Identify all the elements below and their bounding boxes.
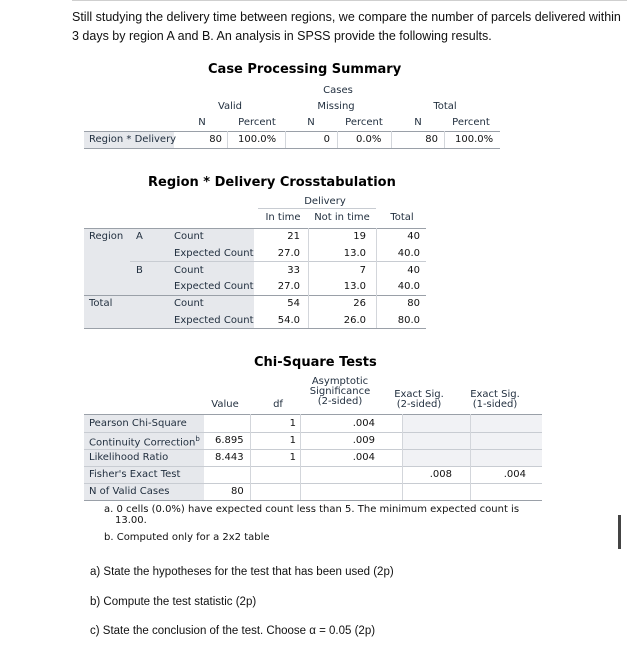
total-count-not: 26 bbox=[353, 298, 366, 309]
sub-percent-1: Percent bbox=[238, 117, 276, 128]
a-exp-in: 27.0 bbox=[277, 248, 300, 259]
exact2-header-line-1: Exact Sig. bbox=[394, 389, 444, 400]
cp-sep-1 bbox=[227, 131, 228, 148]
b-expected-label: Expected Count bbox=[174, 281, 254, 292]
cs-rule-3 bbox=[84, 466, 542, 467]
cp-missing-percent: 0.0% bbox=[356, 134, 382, 145]
fisher-label: Fisher's Exact Test bbox=[89, 469, 181, 480]
n-valid-label: N of Valid Cases bbox=[89, 486, 170, 497]
cs-rule-2 bbox=[84, 449, 542, 450]
valid-header: Valid bbox=[217, 101, 243, 112]
total-exp-total: 80.0 bbox=[397, 315, 420, 326]
top-rule bbox=[72, 0, 627, 1]
df-header: df bbox=[273, 399, 283, 410]
cs-sep-1 bbox=[250, 414, 251, 500]
a-count-label: Count bbox=[174, 231, 204, 242]
total-expected-label: Expected Count bbox=[174, 315, 254, 326]
b-count-label: Count bbox=[174, 265, 204, 276]
sub-n-1: N bbox=[198, 117, 206, 128]
cs-rule-bottom bbox=[84, 500, 542, 501]
crosstab-label-bg bbox=[84, 228, 254, 328]
fisher-exact1: .004 bbox=[503, 469, 526, 480]
a-count-total: 40 bbox=[407, 231, 420, 242]
fisher-exact2: .008 bbox=[429, 469, 452, 480]
pearson-df: 1 bbox=[289, 418, 296, 429]
missing-header: Missing bbox=[317, 101, 355, 112]
cs-rule-top bbox=[84, 414, 542, 415]
pearson-label: Pearson Chi-Square bbox=[89, 418, 187, 429]
likelihood-label: Likelihood Ratio bbox=[89, 452, 169, 463]
cases-header: Cases bbox=[323, 85, 353, 96]
total-count-total: 80 bbox=[407, 298, 420, 309]
value-header: Value bbox=[211, 399, 239, 410]
cs-sep-4 bbox=[470, 414, 471, 500]
cs-sep-2 bbox=[300, 414, 301, 500]
exact1-header bbox=[460, 390, 530, 410]
chisq-empty-bg bbox=[402, 415, 542, 466]
intro-line-2: 3 days by region A and B. An analysis in SPSS provide the following results. bbox=[72, 29, 492, 43]
a-exp-not: 13.0 bbox=[343, 248, 366, 259]
cs-sep-3 bbox=[402, 414, 403, 500]
b-count-not: 7 bbox=[359, 265, 366, 276]
exact1-header-line-1: Exact Sig. bbox=[470, 389, 520, 400]
ct-rule-top bbox=[84, 228, 426, 229]
cp-sep-2 bbox=[285, 131, 286, 148]
a-count-in: 21 bbox=[287, 231, 300, 242]
a-count-not: 19 bbox=[353, 231, 366, 242]
cp-sep-4 bbox=[391, 131, 392, 148]
b-count-total: 40 bbox=[407, 265, 420, 276]
continuity-df: 1 bbox=[289, 435, 296, 446]
sub-n-3: N bbox=[414, 117, 422, 128]
asym-header-line-3: (2-sided) bbox=[317, 396, 363, 407]
cp-valid-percent: 100.0% bbox=[238, 134, 277, 145]
intro-line-1: Still studying the delivery time between regions, we compare the number of parcels delivered within bbox=[72, 10, 621, 24]
crosstab-total-header: Total bbox=[390, 212, 414, 223]
cp-sep-5 bbox=[444, 131, 445, 148]
case-processing-title: Case Processing Summary bbox=[208, 62, 402, 77]
ct-sep-2 bbox=[376, 228, 377, 328]
delivery-header: Delivery bbox=[304, 196, 346, 207]
cp-rule-bottom bbox=[84, 148, 500, 149]
likelihood-df: 1 bbox=[289, 452, 296, 463]
cp-total-percent: 100.0% bbox=[455, 134, 494, 145]
exact1-header-line-2: (1-sided) bbox=[472, 399, 518, 410]
ct-rule-total bbox=[84, 295, 426, 296]
sub-n-2: N bbox=[307, 117, 315, 128]
ct-rule-bottom bbox=[84, 328, 426, 329]
question-c: c) State the conclusion of the test. Choose α = 0.05 (2p) bbox=[90, 625, 376, 637]
total-exp-not: 26.0 bbox=[343, 315, 366, 326]
footnote-a bbox=[104, 504, 519, 526]
exact2-header bbox=[384, 390, 454, 410]
asym-header bbox=[300, 377, 380, 407]
in-time-header: In time bbox=[265, 212, 301, 223]
cp-rule-top bbox=[84, 131, 500, 132]
total-exp-in: 54.0 bbox=[277, 315, 300, 326]
asym-header-line-2: Significance bbox=[309, 386, 371, 397]
b-exp-total: 40.0 bbox=[397, 281, 420, 292]
delivery-underline bbox=[258, 208, 376, 209]
intro-text bbox=[72, 8, 621, 46]
total-count-label: Count bbox=[174, 298, 204, 309]
cp-valid-n: 80 bbox=[209, 134, 222, 145]
cp-total-n: 80 bbox=[425, 134, 438, 145]
continuity-label bbox=[89, 435, 200, 448]
footnote-b: b. Computed only for a 2x2 table bbox=[104, 532, 270, 543]
cp-row-label: Region * Delivery bbox=[89, 134, 177, 145]
likelihood-value: 8.443 bbox=[215, 452, 244, 463]
footnote-a-line-1: a. 0 cells (0.0%) have expected count less than 5. The minimum expected count is bbox=[104, 504, 520, 515]
cp-missing-n: 0 bbox=[323, 134, 330, 145]
sub-percent-3: Percent bbox=[452, 117, 490, 128]
exact2-header-line-2: (2-sided) bbox=[396, 399, 442, 410]
b-count-in: 33 bbox=[287, 265, 300, 276]
crosstab-title: Region * Delivery Crosstabulation bbox=[148, 175, 396, 190]
ct-rule-ab bbox=[130, 261, 426, 262]
continuity-sup: b bbox=[195, 435, 200, 443]
continuity-label-text: Continuity Correction bbox=[89, 437, 196, 449]
question-b: b) Compute the test statistic (2p) bbox=[90, 596, 257, 608]
a-exp-total: 40.0 bbox=[397, 248, 420, 259]
region-label: Region bbox=[89, 231, 124, 242]
asym-header-line-1: Asymptotic bbox=[311, 376, 369, 387]
not-in-time-header: Not in time bbox=[314, 212, 370, 223]
sub-percent-2: Percent bbox=[345, 117, 383, 128]
total-count-in: 54 bbox=[287, 298, 300, 309]
continuity-value: 6.895 bbox=[215, 435, 244, 446]
right-edge-mark bbox=[618, 515, 621, 549]
total-header: Total bbox=[433, 101, 457, 112]
b-exp-not: 13.0 bbox=[343, 281, 366, 292]
cs-rule-1 bbox=[84, 432, 542, 433]
likelihood-asym: .004 bbox=[352, 452, 375, 463]
crosstab-total-label: Total bbox=[89, 298, 113, 309]
group-b-label: B bbox=[136, 265, 143, 276]
b-exp-in: 27.0 bbox=[277, 281, 300, 292]
continuity-asym: .009 bbox=[352, 435, 375, 446]
chi-square-title: Chi-Square Tests bbox=[254, 355, 377, 370]
cp-sep-3 bbox=[337, 131, 338, 148]
n-valid-value: 80 bbox=[231, 486, 244, 497]
question-a: a) State the hypotheses for the test that has been used (2p) bbox=[90, 566, 394, 578]
a-expected-label: Expected Count bbox=[174, 248, 254, 259]
cs-rule-4 bbox=[84, 483, 542, 484]
footnote-a-line-2: 13.00. bbox=[115, 515, 147, 526]
group-a-label: A bbox=[136, 231, 143, 242]
pearson-asym: .004 bbox=[352, 418, 375, 429]
ct-sep-1 bbox=[308, 228, 309, 328]
